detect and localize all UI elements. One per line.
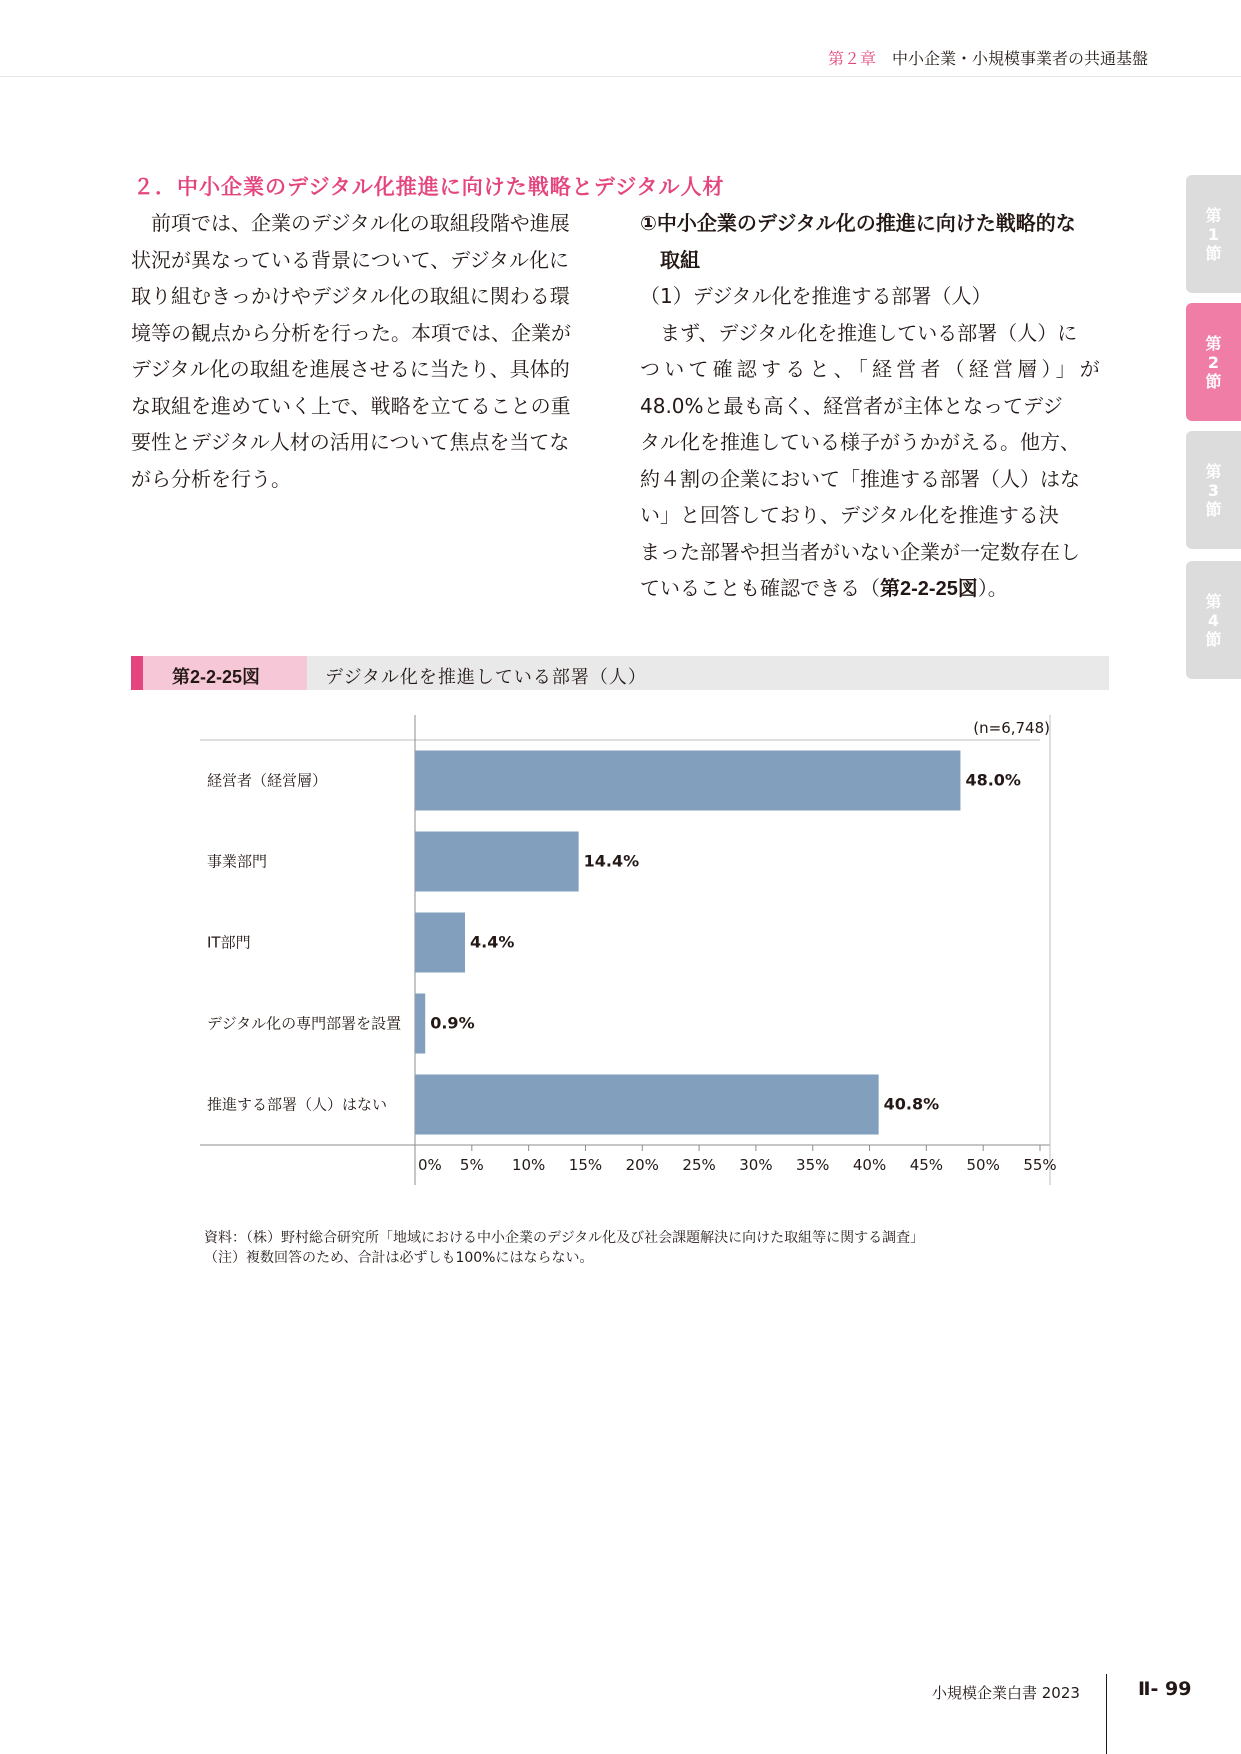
text-line: まず、デジタル化を推進している部署（人）に xyxy=(640,320,1078,345)
left-column-text xyxy=(131,205,571,497)
figure-label: 第2-2-25図 xyxy=(172,667,261,687)
x-tick-label: 5% xyxy=(459,1156,484,1174)
x-tick-label: 30% xyxy=(739,1156,773,1174)
footer-book-title: 小規模企業白書 2023 xyxy=(932,1684,1080,1702)
tab-text: 節 xyxy=(1205,243,1222,263)
data-label: 48.0% xyxy=(965,770,1021,790)
text-line: デジタル化の取組を進展させるに当たり、具体的 xyxy=(131,357,570,381)
x-tick-label: 45% xyxy=(909,1156,944,1174)
tab-text: 節 xyxy=(1205,629,1222,649)
text-fragment: ていることも確認できる（ xyxy=(640,576,880,600)
x-tick-label: 50% xyxy=(966,1156,1000,1174)
category-label: デジタル化の専門部署を設置 xyxy=(207,1014,402,1033)
text-line: 取り組むきっかけやデジタル化の取組に関わる環 xyxy=(131,284,570,308)
side-tab-section-2[interactable] xyxy=(1186,303,1241,421)
text-line: い」と回答しており、デジタル化を推進する決 xyxy=(640,503,1059,527)
text-line: 前項では、企業のデジタル化の取組段階や進展 xyxy=(131,211,570,235)
text-line: ついて確認すると、「経営者（経営層）」が xyxy=(640,357,1104,381)
data-label: 14.4% xyxy=(583,851,640,871)
figure-label-box xyxy=(143,656,307,690)
text-line: 要性とデジタル人材の活用について焦点を当てな xyxy=(131,430,570,454)
x-tick-label: 0% xyxy=(418,1156,442,1174)
data-label: 0.9% xyxy=(430,1013,475,1033)
sample-size-note: (n=6,748) xyxy=(973,719,1050,737)
category-label: 経営者（経営層） xyxy=(207,771,328,790)
right-column-text xyxy=(640,205,1104,608)
text-line: 約４割の企業において「推進する部署（人）はな xyxy=(640,466,1080,491)
text-line: がら分析を行う。 xyxy=(131,466,291,491)
category-label: IT部門 xyxy=(207,933,251,952)
text-line-last xyxy=(640,570,1104,608)
figure-title-box xyxy=(307,656,907,690)
bar xyxy=(415,1075,879,1135)
x-tick-label: 35% xyxy=(796,1156,830,1174)
data-label: 4.4% xyxy=(470,932,515,952)
sub-subheading: （1）デジタル化を推進する部署（人） xyxy=(640,284,992,308)
tab-text: 2 xyxy=(1207,352,1220,372)
chapter-title: 中小企業・小規模事業者の共通基盤 xyxy=(892,49,1149,68)
x-tick-label: 40% xyxy=(852,1156,887,1174)
chart-canvas xyxy=(170,700,1070,1200)
source-note: 資料：（株）野村総合研究所「地域における中小企業のデジタル化及び社会課題解決に向けた取組等に関する調査」 xyxy=(204,1230,925,1246)
page-number: Ⅱ- 99 xyxy=(1138,1678,1192,1700)
side-tab-section-3[interactable] xyxy=(1186,431,1241,549)
header-divider xyxy=(0,76,1241,77)
text-line: 状況が異なっている背景について、デジタル化に xyxy=(131,247,569,272)
bar-chart xyxy=(170,700,1070,1200)
x-tick-label: 10% xyxy=(511,1156,546,1174)
tab-text: 第 xyxy=(1205,591,1222,611)
tab-text: 第 xyxy=(1205,333,1222,353)
text-line: な取組を進めていく上で、戦略を立てることの重 xyxy=(131,393,571,418)
section-title: ２．中小企業のデジタル化推進に向けた戦略とデジタル人材 xyxy=(133,175,725,199)
footer-divider xyxy=(1106,1674,1107,1754)
text-fragment: ）。 xyxy=(977,576,1008,600)
subsection-heading-cont: 取組 xyxy=(640,247,700,272)
x-tick-label: 20% xyxy=(625,1156,659,1174)
side-tab-section-4[interactable] xyxy=(1186,561,1241,679)
x-tick-label: 55% xyxy=(1023,1156,1057,1174)
chapter-number: 第２章 xyxy=(828,49,877,68)
tab-text: 節 xyxy=(1205,371,1222,391)
tab-text: 3 xyxy=(1207,480,1220,500)
text-line: まった部署や担当者がいない企業が一定数存在し xyxy=(640,539,1080,564)
subsection-heading: ①中小企業のデジタル化の推進に向けた戦略的な xyxy=(640,211,1076,235)
figure-title: デジタル化を推進している部署（人） xyxy=(325,667,647,688)
bar xyxy=(415,751,960,811)
text-line: タル化を推進している様子がうかがえる。他方、 xyxy=(640,430,1080,454)
footnote: （注）複数回答のため、合計は必ずしも100%にはならない。 xyxy=(204,1250,594,1266)
x-tick-label: 15% xyxy=(568,1156,603,1174)
bar xyxy=(415,913,465,973)
text-line: 境等の観点から分析を行った。本項では、企業が xyxy=(131,320,571,345)
bar xyxy=(415,994,425,1054)
bar xyxy=(415,832,579,892)
tab-text: 1 xyxy=(1207,224,1220,244)
tab-text: 4 xyxy=(1207,610,1220,630)
category-label: 推進する部署（人）はない xyxy=(207,1095,388,1114)
side-tab-section-1[interactable] xyxy=(1186,175,1241,293)
category-label: 事業部門 xyxy=(207,852,268,871)
x-tick-label: 25% xyxy=(682,1156,716,1174)
tab-text: 節 xyxy=(1205,499,1222,519)
tab-text: 第 xyxy=(1205,205,1222,225)
text-line: 48.0%と最も高く、経営者が主体となってデジ xyxy=(640,393,1063,418)
running-header xyxy=(828,46,1148,69)
figure-reference-link[interactable]: 第2-2-25図 xyxy=(880,578,978,600)
figure-header-accent xyxy=(131,656,143,690)
tab-text: 第 xyxy=(1205,461,1222,481)
figure-notes xyxy=(204,1228,924,1268)
data-label: 40.8% xyxy=(883,1094,940,1114)
